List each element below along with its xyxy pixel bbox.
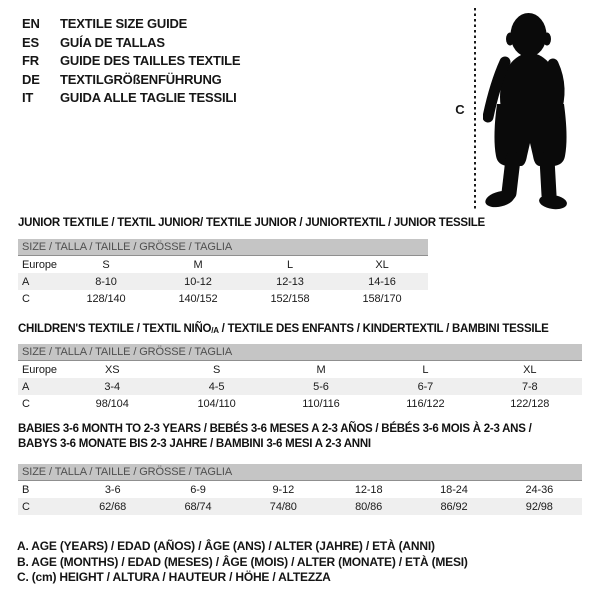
language-code: FR bbox=[22, 53, 39, 68]
children-title-subscript: /A bbox=[211, 326, 219, 335]
table-cell: XS bbox=[104, 363, 120, 376]
table-cell: 3-4 bbox=[104, 380, 120, 393]
junior-table-title: JUNIOR TEXTILE / TEXTIL JUNIOR/ TEXTILE JUNIOR / JUNIORTEXTIL / JUNIOR TESSILE bbox=[18, 217, 485, 229]
table-cell: 4-5 bbox=[208, 380, 225, 393]
table-cell: XL bbox=[523, 363, 537, 376]
table-row bbox=[18, 256, 428, 273]
table-cell: 74/80 bbox=[269, 500, 297, 513]
babies-size-header: SIZE / TALLA / TAILLE / GRÖSSE / TAGLIA bbox=[18, 464, 582, 481]
table-cell: 98/104 bbox=[95, 397, 129, 410]
row-label-cell: Europe bbox=[22, 258, 57, 271]
language-label: TEXTILE SIZE GUIDE bbox=[60, 16, 188, 31]
table-cell: 6-7 bbox=[417, 380, 434, 393]
row-label-cell: Europe bbox=[22, 363, 57, 376]
table-cell: 152/158 bbox=[270, 292, 310, 305]
table-cell: 140/152 bbox=[178, 292, 218, 305]
table-cell: M bbox=[193, 258, 203, 271]
table-row bbox=[18, 498, 582, 515]
table-body bbox=[18, 256, 428, 307]
table-cell: 104/110 bbox=[197, 397, 236, 410]
babies-table-title bbox=[18, 422, 532, 451]
table-row bbox=[18, 273, 428, 290]
language-row-fr bbox=[22, 52, 240, 71]
table-cell: 18-24 bbox=[440, 483, 468, 496]
row-label-cell: C bbox=[22, 397, 30, 410]
table-row bbox=[18, 361, 582, 378]
table-cell: 6-9 bbox=[190, 483, 206, 496]
language-row-es bbox=[22, 34, 240, 53]
language-code: EN bbox=[22, 16, 40, 31]
table-cell: 5-6 bbox=[313, 380, 329, 393]
junior-size-table bbox=[18, 256, 428, 307]
language-label: GUÍA DE TALLAS bbox=[60, 34, 165, 50]
table-cell: 3-6 bbox=[104, 483, 121, 496]
table-cell: 128/140 bbox=[86, 292, 126, 305]
babies-title-line1: BABIES 3-6 MONTH TO 2-3 YEARS / BEBÉS 3-6 MESES A 2-3 AÑOS / BÉBÉS 3-6 MOIS À 2-3 ANS / bbox=[18, 423, 532, 435]
language-row-de bbox=[22, 71, 240, 90]
table-cell: L bbox=[286, 258, 294, 271]
table-cell: XL bbox=[375, 258, 389, 271]
table-cell: 92/98 bbox=[525, 500, 553, 513]
row-label-cell: B bbox=[22, 483, 30, 496]
language-code: DE bbox=[22, 71, 40, 87]
table-cell: S bbox=[102, 258, 110, 271]
table-cell: 8-10 bbox=[95, 275, 117, 288]
children-size-header: SIZE / TALLA / TAILLE / GRÖSSE / TAGLIA bbox=[18, 344, 582, 361]
table-cell: 12-18 bbox=[354, 483, 383, 496]
table-body bbox=[18, 361, 582, 412]
table-cell: 7-8 bbox=[521, 380, 538, 393]
table-cell: 80/86 bbox=[355, 500, 383, 513]
legend-line-a: A. AGE (YEARS) / EDAD (AÑOS) / ÂGE (ANS) / ALTER (JAHRE) / ETÀ (ANNI) bbox=[17, 539, 435, 553]
measurement-legend bbox=[17, 539, 468, 586]
children-title-pre: CHILDREN'S TEXTILE / TEXTIL NIÑO bbox=[18, 323, 212, 335]
junior-size-header: SIZE / TALLA / TAILLE / GRÖSSE / TAGLIA bbox=[18, 239, 428, 256]
table-row bbox=[18, 395, 582, 412]
legend-line-c: C. (cm) HEIGHT / ALTURA / HAUTEUR / HÖHE / ALTEZZA bbox=[17, 570, 331, 584]
table-cell: 110/116 bbox=[302, 397, 340, 410]
row-label-cell: A bbox=[22, 275, 30, 288]
table-cell: 24-36 bbox=[525, 483, 554, 496]
language-row-it bbox=[22, 89, 240, 108]
table-cell: 10-12 bbox=[184, 275, 212, 288]
table-cell: S bbox=[212, 363, 221, 376]
row-label-cell: A bbox=[22, 380, 30, 393]
language-code: ES bbox=[22, 34, 39, 50]
table-row bbox=[18, 378, 582, 395]
table-row bbox=[18, 290, 428, 307]
language-label: GUIDE DES TAILLES TEXTILE bbox=[60, 53, 241, 68]
baby-figure bbox=[450, 4, 598, 212]
table-cell: L bbox=[422, 363, 429, 376]
height-dotted-line bbox=[474, 8, 476, 210]
row-label-cell: C bbox=[22, 292, 30, 305]
baby-silhouette-icon bbox=[483, 4, 595, 210]
children-title-post: / TEXTILE DES ENFANTS / KINDERTEXTIL / BAMBINI TESSILE bbox=[218, 323, 549, 335]
language-row-en bbox=[22, 15, 240, 34]
table-cell: 158/170 bbox=[362, 292, 402, 305]
height-measure-label: C bbox=[455, 102, 465, 117]
legend-line-b: B. AGE (MONTHS) / EDAD (MESES) / ÂGE (MOIS) / ALTER (MONATE) / ETÀ (MESI) bbox=[17, 554, 468, 569]
table-cell: 116/122 bbox=[406, 397, 445, 410]
table-row bbox=[18, 481, 582, 498]
babies-title-line2: BABYS 3-6 MONATE BIS 2-3 JAHRE / BAMBINI 3-6 MESI A 2-3 ANNI bbox=[18, 437, 371, 450]
table-cell: 12-13 bbox=[276, 275, 304, 288]
children-size-table bbox=[18, 361, 582, 412]
table-cell: 62/68 bbox=[99, 500, 127, 513]
table-body bbox=[18, 481, 582, 515]
babies-size-table bbox=[18, 481, 582, 515]
language-list bbox=[22, 15, 240, 108]
language-code: IT bbox=[22, 90, 34, 105]
table-cell: 9-12 bbox=[272, 483, 295, 496]
children-table-title bbox=[18, 322, 549, 339]
table-cell: 68/74 bbox=[184, 500, 212, 513]
table-cell: 122/128 bbox=[510, 397, 550, 410]
language-label: GUIDA ALLE TAGLIE TESSILI bbox=[60, 90, 237, 105]
language-label: TEXTILGRÖßENFÜHRUNG bbox=[60, 71, 222, 87]
row-label-cell: C bbox=[22, 500, 30, 513]
table-cell: 14-16 bbox=[368, 275, 396, 288]
table-cell: M bbox=[316, 363, 326, 376]
table-cell: 86/92 bbox=[440, 500, 468, 513]
